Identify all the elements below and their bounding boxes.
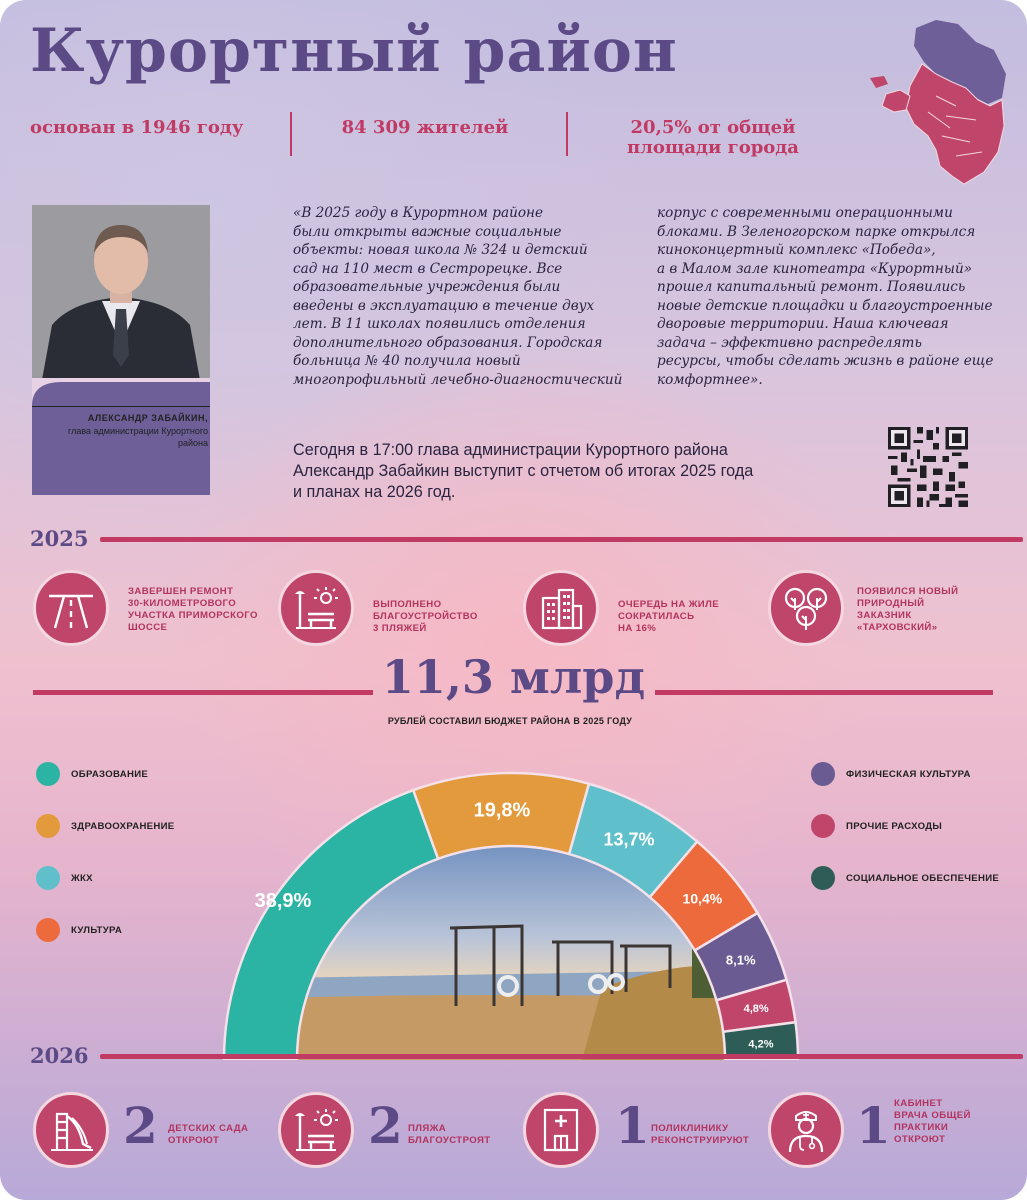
quote-line: задача – эффективно распределять [657, 334, 922, 351]
achievement-reserve [768, 570, 1008, 650]
achievement-line: ОЧЕРЕДЬ НА ЖИЛЕ [618, 599, 720, 610]
legend-swatch [811, 762, 835, 786]
position-line: района [177, 438, 208, 448]
legend-swatch [36, 866, 60, 890]
achievement-road [33, 570, 273, 650]
residents-fact: 84 309 жителей [341, 117, 509, 138]
slice-label: 8,1% [725, 952, 756, 968]
city-map-icon [866, 16, 1016, 188]
icon-circle [278, 570, 354, 646]
legend-swatch [811, 814, 835, 838]
achievement-text [857, 586, 958, 634]
quote-line: введены в эксплуатацию в течение двух [293, 297, 595, 314]
budget-rule-left [33, 690, 373, 695]
year-label: 2026 [30, 1043, 89, 1068]
quote-line: блоками. В Зеленогорском парке открылся [657, 223, 976, 240]
plan-number: 2 [368, 1096, 403, 1155]
quote-line: лет. В 11 школах появились отделения [293, 316, 586, 332]
road-icon [47, 584, 95, 632]
achievement-text [128, 586, 258, 634]
legend-swatch [36, 762, 60, 786]
achievement-line: БЛАГОУСТРОЙСТВО [373, 611, 478, 622]
plan-line: ОТКРОЮТ [168, 1135, 220, 1146]
budget-donut-chart [222, 748, 800, 1060]
official-position [40, 425, 208, 449]
quote-line: корпус с современными операционными [657, 205, 953, 221]
area-share-line: площади города [627, 137, 799, 158]
plan-gp-office [768, 1092, 1008, 1172]
plan-text [894, 1098, 971, 1146]
divider [290, 112, 292, 156]
icon-circle [523, 1092, 599, 1168]
beach-icon [292, 1106, 340, 1154]
budget-rule-right [655, 690, 993, 695]
year-label: 2025 [30, 526, 89, 551]
quote-line: новые детские площадки и благоустроенные [657, 297, 993, 314]
plan-line: ПЛЯЖА [408, 1123, 447, 1134]
year-2026-header [30, 1043, 1027, 1069]
achievement-line: 3 ПЛЯЖЕЙ [373, 623, 427, 634]
speech-line: и планах на 2026 год. [293, 483, 456, 501]
doctor-icon [782, 1106, 830, 1154]
legend-swatch [36, 918, 60, 942]
official-name: АЛЕКСАНДР ЗАБАЙКИН, [87, 413, 208, 423]
achievement-line: ШОССЕ [128, 622, 168, 633]
plan-kindergartens [33, 1092, 273, 1172]
caption-rule [32, 406, 210, 407]
plan-line: КАБИНЕТ [894, 1098, 943, 1109]
achievement-line: ЗАКАЗНИК [857, 610, 912, 621]
founded-fact: основан в 1946 году [30, 117, 244, 138]
quote-line: киноконцертный комплекс «Победа», [657, 242, 936, 258]
beach-icon [292, 584, 340, 632]
quote-line: объекты: новая школа № 324 и детский [293, 242, 588, 258]
page-title: Курортный район [30, 16, 678, 86]
divider [566, 112, 568, 156]
plan-text [168, 1123, 248, 1147]
slice-label: 13,7% [603, 829, 655, 850]
legend-label: ЗДРАВООХРАНЕНИЕ [71, 821, 175, 832]
icon-circle [523, 570, 599, 646]
legend-label: ПРОЧИЕ РАСХОДЫ [846, 821, 943, 832]
clinic-icon [537, 1106, 585, 1154]
official-portrait [32, 205, 210, 380]
achievement-beaches [278, 570, 518, 650]
achievement-line: НА 16% [618, 623, 657, 634]
year-2025-header [30, 526, 1027, 552]
quote-line: ресурсы, чтобы сделать жизнь в районе еще [657, 353, 994, 369]
person-photo [32, 205, 210, 380]
speech-announcement [293, 440, 833, 503]
achievement-line: СОКРАТИЛАСЬ [618, 611, 695, 622]
playground-icon [47, 1106, 95, 1154]
speech-line: Сегодня в 17:00 глава администрации Курортного района [293, 441, 728, 459]
area-share-line: 20,5% от общей [630, 117, 796, 138]
slice-label: 38,9% [254, 890, 312, 913]
plan-line: ПРАКТИКИ [894, 1122, 949, 1133]
plan-line: ПОЛИКЛИНИКУ [651, 1123, 729, 1134]
slice-label: 10,4% [682, 890, 723, 907]
legend-swatch [36, 814, 60, 838]
legend-label: КУЛЬТУРА [71, 925, 123, 936]
plan-text [408, 1123, 491, 1147]
icon-circle [768, 1092, 844, 1168]
quote-line: дворовые территории. Наша ключевая [657, 316, 949, 332]
plan-line: ВРАЧА ОБЩЕЙ [894, 1110, 971, 1121]
plan-line: БЛАГОУСТРОЯТ [408, 1135, 491, 1146]
plan-number: 1 [615, 1096, 650, 1155]
position-line: глава администрации Курортного [68, 426, 208, 436]
achievement-line: 30-КИЛОМЕТРОВОГО [128, 598, 237, 609]
plan-clinic [523, 1092, 763, 1172]
achievement-housing [523, 570, 763, 650]
year-divider [100, 537, 1023, 542]
legend-label: СОЦИАЛЬНОЕ ОБЕСПЕЧЕНИЕ [846, 873, 1000, 884]
speech-line: Александр Забайкин выступит с отчетом об итогах 2025 года [293, 462, 754, 480]
quote-line: образовательные учреждения были [293, 279, 561, 295]
achievement-line: ЗАВЕРШЕН РЕМОНТ [128, 586, 234, 597]
quote-line: больница № 40 получила новый [293, 353, 521, 369]
slice-label: 19,8% [473, 799, 531, 822]
plan-number: 1 [856, 1096, 891, 1155]
quote-line: многопрофильный лечебно-диагностический [293, 371, 623, 388]
quote-column-2 [657, 204, 1007, 389]
budget-total: 11,3 млрд [381, 650, 646, 704]
plan-number: 2 [123, 1096, 158, 1155]
achievement-text [373, 599, 478, 635]
icon-circle [33, 570, 109, 646]
slice-label: 4,2% [748, 1038, 774, 1051]
achievement-line: УЧАСТКА ПРИМОРСКОГО [128, 610, 258, 621]
plan-line: РЕКОНСТРУИРУЮТ [651, 1135, 750, 1146]
quote-line: а в Малом зале кинотеатра «Курортный» [657, 260, 973, 277]
budget-subtitle: РУБЛЕЙ СОСТАВИЛ БЮДЖЕТ РАЙОНА В 2025 ГОДУ [387, 716, 633, 726]
achievement-text [618, 599, 719, 635]
legend-label: ОБРАЗОВАНИЕ [71, 769, 149, 780]
legend-label: ФИЗИЧЕСКАЯ КУЛЬТУРА [846, 769, 971, 780]
icon-circle [768, 570, 844, 646]
quote-column-1 [293, 204, 648, 389]
year-divider [100, 1054, 1023, 1059]
icon-circle [33, 1092, 109, 1168]
achievement-line: ВЫПОЛНЕНО [373, 599, 442, 610]
achievement-line: ПОЯВИЛСЯ НОВЫЙ [857, 586, 959, 597]
plan-text [651, 1123, 749, 1147]
icon-circle [278, 1092, 354, 1168]
plan-line: ДЕТСКИХ САДА [168, 1123, 249, 1134]
quote-line: были открыты важные социальные [293, 223, 562, 240]
slice-label: 4,8% [743, 1003, 769, 1016]
quote-line: комфортнее». [657, 371, 763, 388]
quote-line: дополнительного образования. Городская [293, 334, 603, 351]
achievement-line: ПРИРОДНЫЙ [857, 598, 925, 609]
legend-swatch [811, 866, 835, 890]
trees-icon [782, 584, 830, 632]
quote-line: прошел капитальный ремонт. Появились [657, 279, 966, 295]
area-share-fact [588, 118, 838, 158]
achievement-line: «ТАРХОВСКИЙ» [857, 622, 938, 633]
quote-line: «В 2025 году в Курортном районе [293, 205, 544, 221]
buildings-icon [537, 584, 585, 632]
quote-line: сад на 110 мест в Сестрорецке. Все [293, 260, 563, 277]
plan-line: ОТКРОЮТ [894, 1134, 946, 1145]
plan-beaches [278, 1092, 518, 1172]
legend-label: ЖКХ [71, 873, 93, 884]
qr-code[interactable] [888, 427, 968, 507]
